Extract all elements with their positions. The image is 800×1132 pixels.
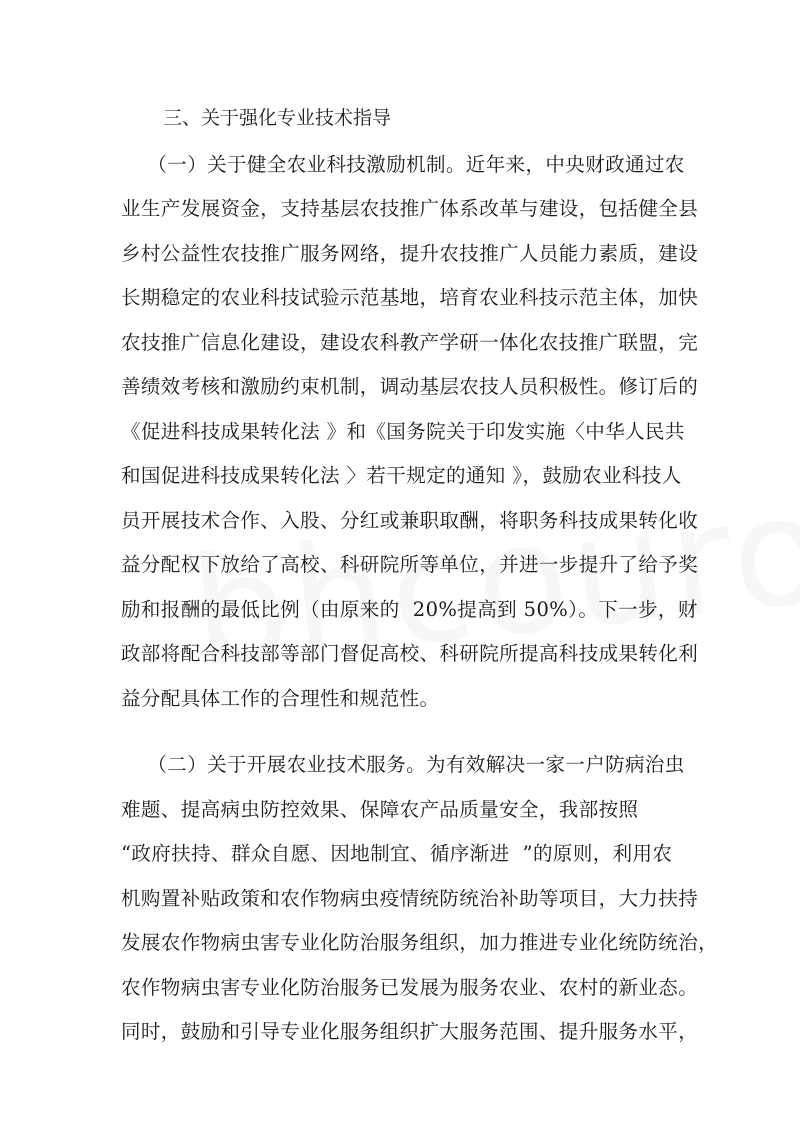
text-line: 善绩效考核和激励约束机制，调动基层农技人员积极性。修订后的 bbox=[121, 375, 699, 398]
text-line: 益分配权下放给了高校、科研院所等单位，并进一步提升了给予奖 bbox=[121, 553, 699, 576]
text-line: 机购置补贴政策和农作物病虫疫情统防统治补助等项目，大力扶持 bbox=[121, 887, 699, 910]
text-line: 和国促进科技成果转化法 〉若干规定的通知 》，鼓励农业科技人 bbox=[121, 464, 682, 487]
text-line: 农技推广信息化建设，建设农科教产学研一体化农技推广联盟，完 bbox=[121, 331, 699, 354]
text-line: （二）关于开展农业技术服务。为有效解决一家一户防病治虫 bbox=[121, 753, 685, 776]
text-line: 《促进科技成果转化法 》和《国务院关于印发实施〈中华人民共 bbox=[121, 420, 685, 443]
text-line: 发展农作物病虫害专业化防治服务组织，加力推进专业化统防统治， bbox=[121, 931, 719, 954]
text-line: “政府扶持、群众自愿、因地制宜、循序渐进 ”的原则，利用农 bbox=[121, 842, 673, 865]
text-line: 业生产发展资金，支持基层农技推广体系改革与建设，包括健全县 bbox=[121, 197, 699, 220]
text-line: （一）关于健全农业科技激励机制。近年来，中央财政通过农 bbox=[121, 153, 685, 176]
section-heading: 三、关于强化专业技术指导 bbox=[163, 107, 392, 129]
text-line: 励和报酬的最低比例（由原来的 20%提高到 50%）。下一步，财 bbox=[121, 598, 698, 621]
text-line: 难题、提高病虫防控效果、保障农产品质量安全，我部按照 bbox=[121, 798, 639, 821]
text-line: 长期稳定的农业科技试验示范基地，培育农业科技示范主体，加快 bbox=[121, 286, 699, 309]
text-line: 员开展技术合作、入股、分红或兼职取酬，将职务科技成果转化收 bbox=[121, 509, 699, 532]
text-line: 益分配具体工作的合理性和规范性。 bbox=[121, 687, 440, 710]
text-line: 农作物病虫害专业化防治服务已发展为服务农业、农村的新业态。 bbox=[121, 976, 699, 999]
text-line: 政部将配合科技部等部门督促高校、科研院所提高科技成果转化利 bbox=[121, 642, 699, 665]
text-line: 同时，鼓励和引导专业化服务组织扩大服务范围、提升服务水平， bbox=[121, 1020, 699, 1043]
text-line: 乡村公益性农技推广服务网络，提升农技推广人员能力素质，建设 bbox=[121, 242, 699, 265]
